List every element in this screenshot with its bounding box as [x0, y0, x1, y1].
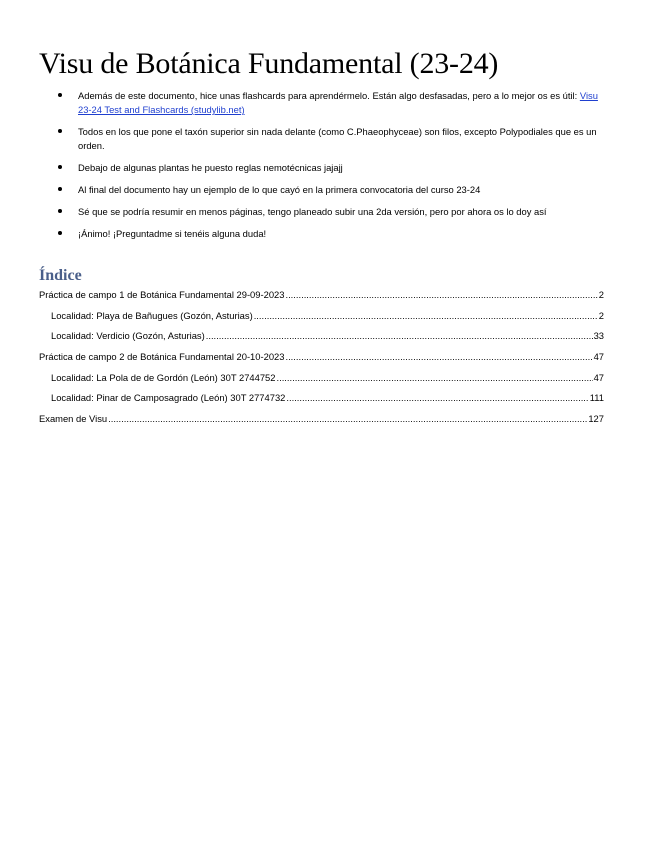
document-title: Visu de Botánica Fundamental (23-24): [39, 47, 499, 80]
toc-entry[interactable]: [39, 309, 604, 322]
bullet-dot-icon: [58, 187, 62, 191]
toc-leader: [285, 350, 592, 363]
toc-entry-page: 47: [593, 351, 604, 363]
toc-entry-page: 33: [593, 330, 604, 342]
note-item: [56, 161, 604, 175]
toc-entry-page: 2: [598, 289, 604, 300]
toc-leader: [254, 309, 598, 322]
note-text: Además de este documento, hice unas flashcards para aprendérmelo. Están algo desfasadas, pero a lo mejor os es útil:: [78, 90, 580, 101]
toc-entry-title: Examen de Visu: [39, 413, 108, 425]
note-item: [56, 205, 604, 219]
toc-entry-title: Localidad: Verdicio (Gozón, Asturias): [51, 330, 205, 342]
note-item: [56, 89, 604, 117]
toc-entry-title: Localidad: Playa de Bañugues (Gozón, Asturias): [51, 309, 253, 321]
note-item: [56, 125, 604, 153]
toc-leader: [286, 391, 588, 404]
toc-entry[interactable]: [39, 371, 604, 384]
bullet-dot-icon: [58, 165, 62, 169]
toc-leader: [285, 288, 597, 301]
note-text: Debajo de algunas plantas he puesto reglas nemotécnicas jajajj: [78, 162, 343, 173]
toc-entry[interactable]: [39, 412, 604, 425]
bullet-dot-icon: [58, 209, 62, 213]
toc-leader: [206, 329, 593, 342]
toc-entry-page: 127: [588, 413, 604, 425]
bullet-dot-icon: [58, 231, 62, 235]
toc-entry-page: 111: [589, 392, 604, 404]
bullet-dot-icon: [58, 129, 62, 133]
flashcards-link[interactable]: Visu 23-24 Test and Flashcards (studylib.net): [78, 90, 598, 115]
toc-entry-title: Localidad: La Pola de de Gordón (León) 30T 2744752: [51, 371, 276, 383]
table-of-contents: [39, 288, 604, 433]
note-item: [56, 227, 604, 241]
note-text: Sé que se podría resumir en menos páginas, tengo planeado subir una 2da versión, pero por ahora os lo doy así: [78, 206, 547, 217]
toc-entry[interactable]: [39, 350, 604, 363]
toc-leader: [108, 412, 587, 425]
note-text: ¡Ánimo! ¡Preguntadme si tenéis alguna duda!: [78, 228, 267, 239]
notes-list: [56, 89, 604, 249]
toc-entry-page: 2: [598, 309, 604, 321]
toc-entry-title: Práctica de campo 2 de Botánica Fundamental 20-10-2023: [39, 351, 285, 363]
toc-entry-title: Práctica de campo 1 de Botánica Fundamental 29-09-2023: [39, 289, 285, 300]
toc-entry[interactable]: [39, 329, 604, 342]
toc-entry-page: 47: [593, 371, 604, 383]
index-heading: Índice: [39, 267, 82, 284]
toc-entry[interactable]: [39, 391, 604, 404]
toc-entry-title: Localidad: Pinar de Camposagrado (León) 30T 2774732: [51, 392, 286, 404]
toc-entry[interactable]: [39, 288, 604, 301]
bullet-dot-icon: [58, 93, 62, 97]
toc-leader: [276, 371, 592, 384]
note-text: Todos en los que pone el taxón superior sin nada delante (como C.Phaeophyceae) son filos, excepto Polypodiales que es un orden.: [78, 126, 597, 151]
note-item: [56, 183, 604, 197]
note-text: Al final del documento hay un ejemplo de lo que cayó en la primera convocatoria del curso 23-24: [78, 184, 481, 195]
